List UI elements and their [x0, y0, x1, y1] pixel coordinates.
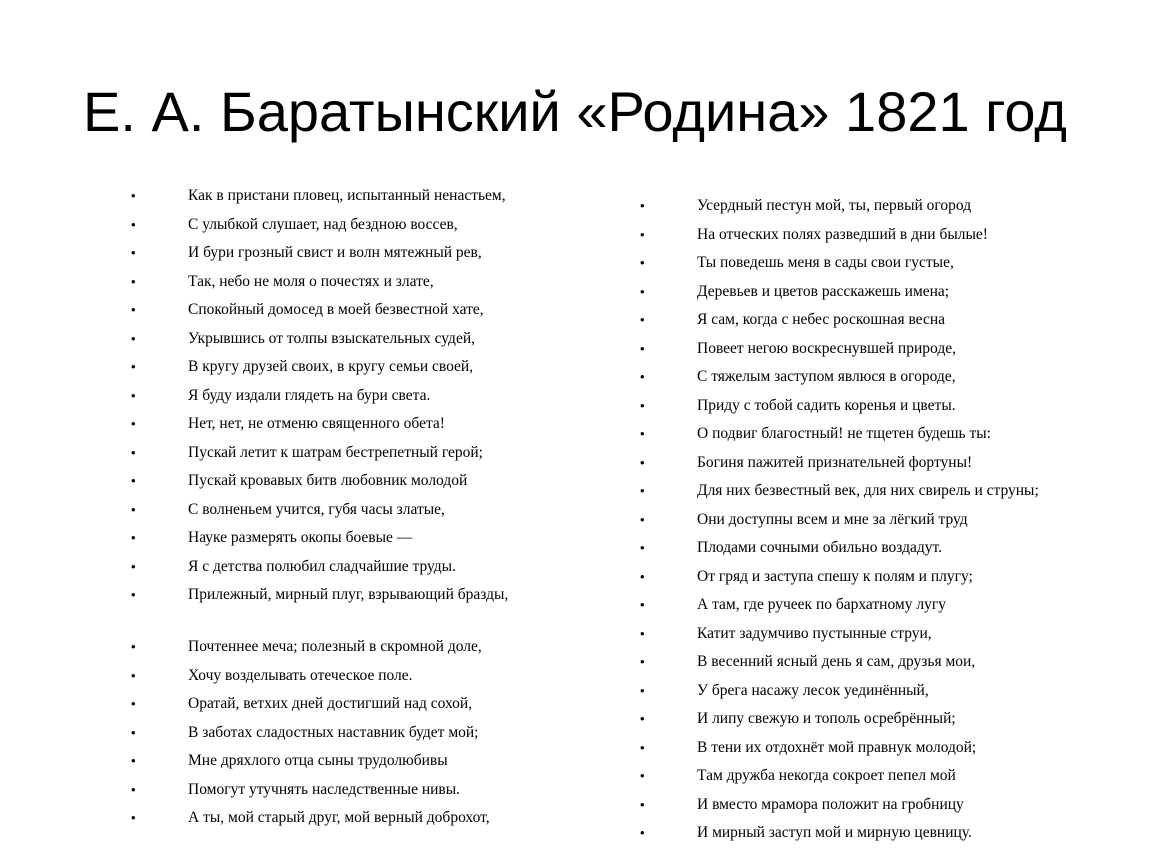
bullet-icon: • [640, 739, 645, 755]
bullet-icon: • [131, 724, 136, 740]
bullet-icon: • [131, 558, 136, 574]
verse-text: И липу свежую и тополь осребрённый; [697, 710, 956, 727]
poem-line [640, 282, 1100, 311]
verse-text: Для них безвестный век, для них свирель и струны; [697, 482, 1039, 499]
verse-text: В весенний ясный день я сам, друзья мои, [697, 653, 976, 670]
bullet-icon: • [640, 768, 645, 783]
verse-text: И бури грозный свист и волн мятежный рев, [188, 244, 482, 261]
poem-line [131, 357, 554, 386]
bullet-icon: • [640, 711, 645, 726]
verse-text: Они доступны всем и мне за лёгкий труд [697, 510, 968, 528]
poem-line [640, 253, 1100, 282]
poem-line [640, 652, 1100, 681]
verse-text: Нет, нет, не отменю священного обета! [188, 415, 445, 432]
bullet-icon: • [131, 667, 136, 683]
bullet-icon: • [131, 810, 136, 825]
verse-text: Как в пристани пловец, испытанный ненастьем, [188, 187, 506, 204]
poem-line [131, 272, 554, 301]
verse-text: Укрывшись от толпы взыскательных судей, [188, 329, 475, 347]
poem-line [131, 215, 554, 244]
verse-text: Пускай летит к шатрам бестрепетный герой; [188, 443, 483, 461]
verse-text: Хочу возделывать отеческое поле. [188, 666, 413, 684]
poem-line [640, 225, 1100, 254]
bullet-icon: • [131, 387, 136, 403]
poem-line [131, 557, 554, 586]
bullet-icon: • [131, 753, 136, 768]
poem-line [131, 808, 554, 837]
bullet-icon: • [131, 473, 136, 488]
poem-column-right [640, 196, 1100, 852]
bullet-icon: • [640, 198, 645, 213]
poem-line [640, 795, 1100, 824]
verse-text: Я с детства полюбил сладчайшие труды. [188, 557, 456, 575]
verse-text: А ты, мой старый друг, мой верный доброхот, [188, 809, 490, 826]
verse-text: Усердный пестун мой, ты, первый огород [697, 197, 972, 214]
poem-line [640, 624, 1100, 653]
verse-text: И мирный заступ мой и мирную цевницу. [697, 824, 972, 841]
bullet-icon: • [640, 568, 645, 584]
poem-line [131, 637, 554, 666]
poem-line [131, 443, 554, 472]
poem-line [131, 329, 554, 358]
bullet-icon: • [640, 625, 645, 641]
poem-line [131, 723, 554, 752]
poem-column-left [131, 186, 554, 837]
verse-text: Ты поведешь меня в сады свои густые, [697, 254, 954, 271]
bullet-icon: • [131, 302, 136, 317]
poem-line [131, 585, 554, 637]
bullet-icon: • [640, 369, 645, 384]
bullet-icon: • [131, 587, 136, 602]
poem-line [131, 414, 554, 443]
verse-text: Богиня пажитей признательней фортуны! [697, 453, 973, 471]
verse-text: Науке размерять окопы боевые — [188, 529, 413, 546]
verse-text: Оратай, ветхих дней достигший над сохой, [188, 695, 473, 712]
bullet-icon: • [131, 330, 136, 346]
bullet-icon: • [131, 188, 136, 203]
verse-text: И вместо мрамора положит на гробницу [697, 795, 964, 813]
bullet-icon: • [131, 501, 136, 517]
verse-text: О подвиг благостный! не тщетен будешь ты: [697, 425, 991, 442]
poem-line [640, 310, 1100, 339]
verse-text: Мне дряхлого отца сыны трудолюбивы [188, 752, 448, 769]
slide-title: Е. А. Баратынский «Родина» 1821 год [83, 80, 1067, 143]
verse-text: Помогут утучнять наследственные нивы. [188, 780, 461, 798]
poem-line [131, 500, 554, 529]
verse-text: Почтеннее меча; полезный в скромной доле, [188, 638, 482, 655]
bullet-icon: • [640, 597, 645, 612]
bullet-icon: • [131, 696, 136, 711]
bullet-icon: • [640, 340, 645, 356]
poem-line [131, 751, 554, 780]
poem-line [640, 738, 1100, 767]
verse-text: В кругу друзей своих, в кругу семьи своей, [188, 358, 474, 375]
bullet-icon: • [131, 245, 136, 260]
poem-line [640, 538, 1100, 567]
bullet-icon: • [131, 530, 136, 545]
bullet-icon: • [131, 444, 136, 460]
bullet-icon: • [640, 454, 645, 470]
bullet-icon: • [131, 781, 136, 797]
bullet-icon: • [640, 255, 645, 270]
poem-line [640, 367, 1100, 396]
verse-text: Повеет негою воскреснувшей природе, [697, 339, 956, 357]
poem-line [131, 243, 554, 272]
bullet-icon: • [640, 283, 645, 299]
verse-text: С тяжелым заступом явлюся в огороде, [697, 368, 956, 385]
bullet-icon: • [131, 359, 136, 374]
poem-line [640, 510, 1100, 539]
verse-text: Приду с тобой садить коренья и цветы. [697, 396, 956, 414]
poem-line [640, 823, 1100, 852]
verse-text: В тени их отдохнёт мой правнук молодой; [697, 738, 977, 756]
bullet-icon: • [640, 654, 645, 669]
poem-line [131, 666, 554, 695]
poem-line [640, 396, 1100, 425]
bullet-icon: • [131, 216, 136, 232]
poem-line [640, 339, 1100, 368]
verse-text: Деревьев и цветов расскажешь имена; [697, 282, 950, 300]
poem-line [131, 186, 554, 215]
bullet-icon: • [640, 397, 645, 413]
verse-text: Я сам, когда с небес роскошная весна [697, 311, 945, 328]
poem-line [131, 780, 554, 809]
verse-text: Спокойный домосед в моей безвестной хате, [188, 301, 484, 318]
bullet-icon: • [640, 682, 645, 698]
poem-line [131, 694, 554, 723]
poem-line [640, 681, 1100, 710]
poem-line [131, 386, 554, 415]
bullet-icon: • [640, 226, 645, 242]
verse-text: Пускай кровавых битв любовник молодой [188, 472, 468, 489]
verse-text: На отческих полях разведший в дни былые! [697, 225, 988, 243]
poem-line [640, 481, 1100, 510]
verse-text: С волненьем учится, губя часы златые, [188, 500, 445, 518]
poem-line [640, 766, 1100, 795]
poem-line [640, 709, 1100, 738]
bullet-icon: • [131, 416, 136, 431]
bullet-icon: • [640, 540, 645, 555]
verse-text: В заботах сладостных наставник будет мой; [188, 723, 479, 741]
verse-text: От гряд и заступа спешу к полям и плугу; [697, 567, 973, 585]
verse-text: Я буду издали глядеть на бури света. [188, 386, 431, 404]
poem-line [640, 567, 1100, 596]
poem-line [131, 471, 554, 500]
verse-text: А там, где ручеек по бархатному лугу [697, 596, 946, 613]
poem-line [131, 528, 554, 557]
poem-line [640, 424, 1100, 453]
verse-text: Там дружба некогда сокроет пепел мой [697, 767, 956, 784]
poem-line [640, 453, 1100, 482]
verse-text: Прилежный, мирный плуг, взрывающий бразды, [188, 586, 509, 603]
bullet-icon: • [640, 825, 645, 840]
bullet-icon: • [640, 426, 645, 441]
bullet-icon: • [131, 639, 136, 654]
verse-text: Плодами сочными обильно воздадут. [697, 539, 943, 556]
poem-line [131, 300, 554, 329]
poem-line [640, 595, 1100, 624]
bullet-icon: • [131, 273, 136, 289]
bullet-icon: • [640, 511, 645, 527]
verse-text: Катит задумчиво пустынные струи, [697, 624, 932, 642]
verse-text: У брега насажу лесок уединённый, [697, 681, 929, 699]
bullet-icon: • [640, 483, 645, 498]
bullet-icon: • [640, 796, 645, 812]
poem-line [640, 196, 1100, 225]
verse-text: Так, небо не моля о почестях и злате, [188, 272, 434, 290]
bullet-icon: • [640, 312, 645, 327]
verse-text: С улыбкой слушает, над бездною воссев, [188, 215, 458, 233]
